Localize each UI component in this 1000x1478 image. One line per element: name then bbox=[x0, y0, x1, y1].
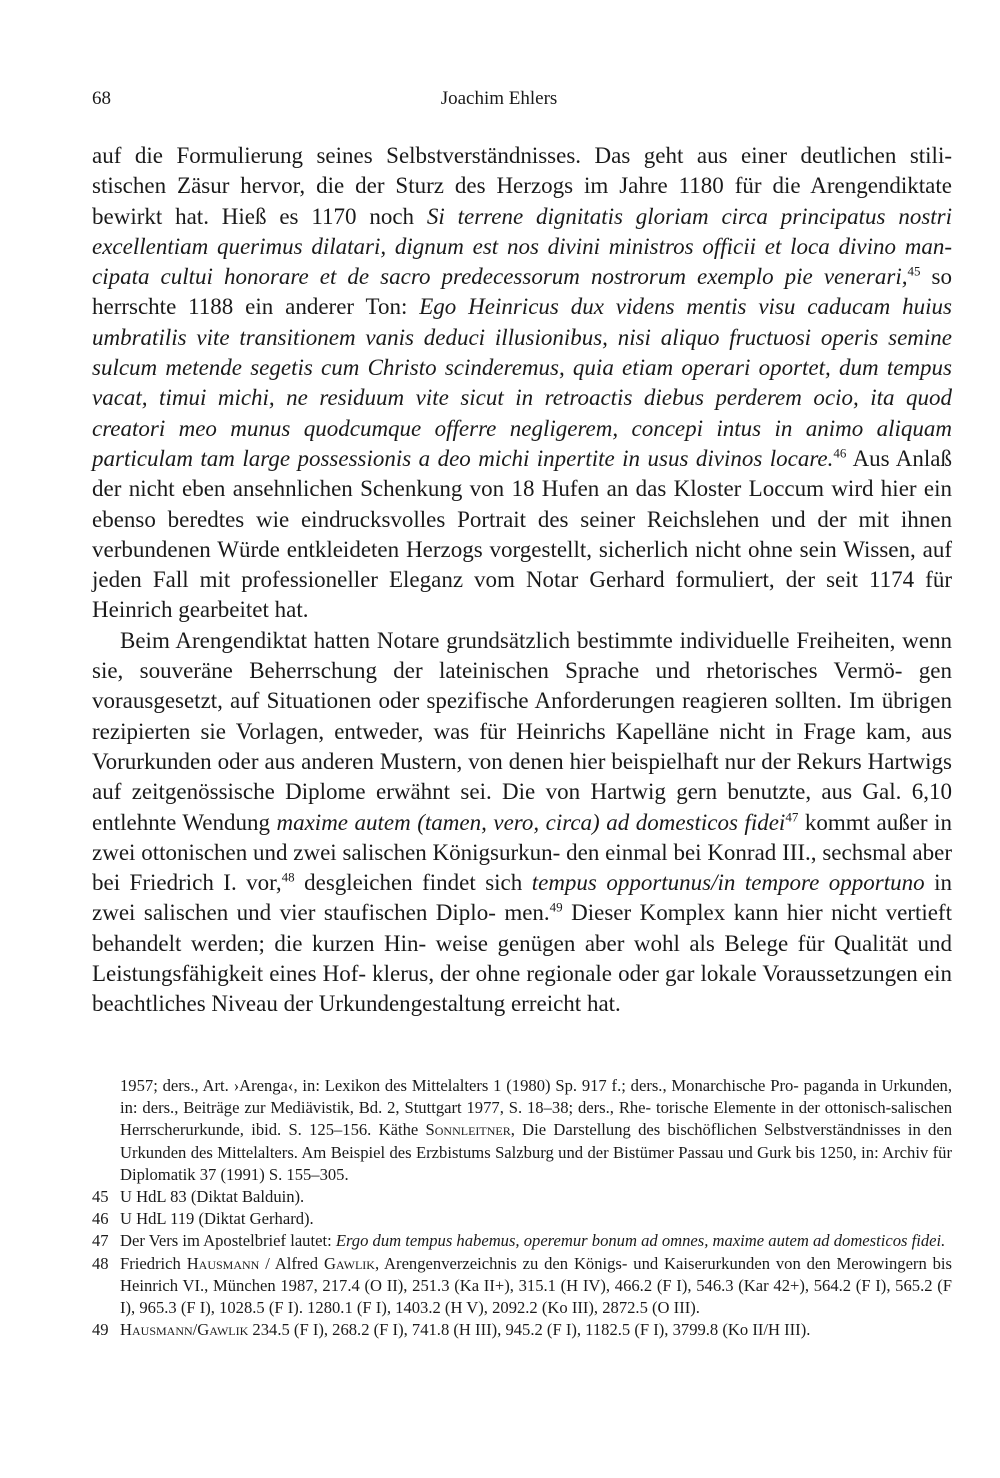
author-name: Hausmann/Gawlik bbox=[120, 1320, 249, 1340]
footnote-ref-49[interactable]: 49 bbox=[549, 899, 563, 915]
running-head-author: Joachim Ehlers bbox=[440, 88, 558, 109]
text-segment: Beim Arengendiktat hatten Notare grundsätzlich bestimmte individuelle Freiheiten, wenn sie, souveräne Beherrschung der lateinischen Sprache und rhetorisches Vermö- gen vorausgesetzt, auf Situationen oder spezifische Anforderungen reagieren sollten. Im übrigen rezipierten sie Vorlagen, entweder, was für Heinrichs Kapelläne nicht in Frage kam, aus Vorurkunden oder aus anderen Mustern, von denen hier beispielhaft nur der Rekurs Hartwigs auf zeitgenössische Diplome erwähnt sei. Die von Hartwig gern benutzte, aus Gal. 6,10 entlehnte Wendung bbox=[92, 627, 952, 835]
main-text bbox=[92, 141, 952, 1020]
running-header bbox=[92, 88, 906, 118]
footnote-text: U HdL 119 (Diktat Gerhard). bbox=[120, 1209, 314, 1229]
latin-phrase: maxime autem (tamen, vero, circa) ad domesticos fidei bbox=[276, 809, 786, 835]
footnote-text: U HdL 83 (Diktat Balduin). bbox=[120, 1187, 305, 1207]
text-segment: kommt außer in zwei ottonischen und zwei salischen Königsurkun- den einmal bei Konrad III., sechsmal aber bei Friedrich I. vor, bbox=[92, 809, 952, 896]
text-segment: desgleichen findet sich bbox=[294, 870, 532, 896]
text-segment: / Alfred bbox=[259, 1253, 324, 1273]
footnote-text bbox=[120, 1319, 952, 1341]
text-segment: Dieser Komplex kann hier nicht vertieft behandelt werden; die kurzen Hin- weise genügen aber wohl als Belege für Qualität und Leistungsfähigkeit eines Hof- klerus, der ohne regionale oder gar lokale Voraussetzungen ein beachtliches Niveau der Urkundengestaltung erreicht hat. bbox=[92, 900, 952, 1017]
footnote-number: 46 bbox=[92, 1209, 109, 1229]
footnote-number: 47 bbox=[92, 1231, 109, 1251]
footnote-46 bbox=[92, 1208, 952, 1230]
text-segment: Friedrich bbox=[120, 1253, 187, 1273]
footnote-49 bbox=[92, 1319, 952, 1341]
text-segment: , Die Darstellung des bischöflichen Selbstverständnisses in den Urkunden des Mittelalters. Am Beispiel des Erzbistums Salzburg und der Bistümer Passau und Gurk bis 1250, in: Archiv für Diplomatik 37 (1991) S. 155–305. bbox=[120, 1120, 953, 1184]
footnote-number: 45 bbox=[92, 1187, 109, 1207]
footnote-48 bbox=[92, 1253, 952, 1320]
latin-quote: Ergo dum tempus habemus, operemur bonum ad omnes, maxime autem ad domesticos fidei. bbox=[335, 1231, 946, 1251]
latin-quote: Si terrene dignitatis gloriam circa principatus nostri excellentiam querimus dilatari, dignum est nos divini ministros officii et loca divino man- cipata cultui honorare et de sacro predecessorum nostrorum exemplo pie venerari, bbox=[92, 203, 952, 290]
footnote-text bbox=[120, 1253, 952, 1320]
text-segment: 1957; ders., Art. ›Arenga‹, in: Lexikon des Mittelalters 1 (1980) Sp. 917 f.; ders., Monarchische Pro- paganda in Urkunden, in: ders., Beiträge zur Mediävistik, Bd. 2, Stuttgart 1977, S. 18–38; ders., Rhe- torische Elemente in der ottonisch-salischen Herrscherurkunde, ibid. S. 125–156. Käthe bbox=[120, 1076, 952, 1140]
text-segment: 234.5 (F I), 268.2 (F I), 741.8 (H III), 945.2 (F I), 1182.5 (F I), 3799.8 (Ko II/H III). bbox=[248, 1320, 811, 1340]
footnote-number: 49 bbox=[92, 1320, 109, 1340]
latin-quote: Ego Heinricus dux videns mentis visu caducam huius umbratilis vite transitionem vanis deduci illusionibus, nisi aliquo fructuosi operis semine sulcum metende segetis cum Christo scinderemus, quia etiam operari oportet, dum tempus vacat, timui michi, ne residuum vite sicut in retroactis diebus perderem ocio, ita quod creatori meo munus quodcumque offerre negligerem, concepi intus in animo aliquam particulam tam large possessionis a deo michi inpertite in usus divinos locare. bbox=[92, 294, 952, 471]
text-segment: in zwei salischen und vier staufischen Diplo- men. bbox=[92, 870, 952, 926]
text-segment: , Arengenverzeichnis zu den Königs- und Kaiserurkunden von den Merowingern bis Heinrich VI., München 1987, 217.4 (O II), 251.3 (Ka II+), 315.1 (H IV), 466.2 (F I), 546.3 (Kar 42+), 564.2 (F I), 565.2 (F I), 965.3 (F I), 1028.5 (F I). 1280.1 (F I), 1403.2 (H V), 2092.2 (Ko III), 2872.5 (O III). bbox=[120, 1253, 952, 1318]
footnote-number: 48 bbox=[92, 1253, 109, 1273]
text-segment: so herrschte 1188 ein anderer Ton: bbox=[92, 264, 952, 320]
footnote-ref-46[interactable]: 46 bbox=[833, 445, 847, 461]
footnote-45 bbox=[92, 1186, 952, 1208]
author-name: Hausmann bbox=[186, 1253, 260, 1273]
footnote-ref-47[interactable]: 47 bbox=[785, 808, 799, 824]
text-segment: Der Vers im Apostelbrief lautet: bbox=[120, 1231, 336, 1251]
footnote-continuation bbox=[92, 1075, 952, 1186]
footnotes bbox=[92, 1075, 952, 1341]
text-segment: Aus Anlaß der nicht eben ansehnlichen Schenkung von 18 Hufen an das Kloster Loccum wird hier ein ebenso beredtes wie eindrucksvolles Portrait des seiner Reichslehen und der mit ihnen verbundenen Würde entkleideten Herzogs vorgestellt, sicherlich nicht ohne sein Wissen, auf jeden Fall mit professioneller Eleganz vom Notar Gerhard formuliert, der seit 1174 für Heinrich gearbeitet hat. bbox=[92, 445, 953, 623]
footnote-ref-45[interactable]: 45 bbox=[907, 263, 921, 279]
text-segment: auf die Formulierung seines Selbstverständnisses. Das geht aus einer deutlichen stili- stischen Zäsur hervor, die der Sturz des Herzogs im Jahre 1180 für die Arengendiktate bewirkt hat. Hieß es 1170 noch bbox=[92, 143, 952, 229]
footnote-text bbox=[120, 1230, 952, 1252]
author-name: Gawlik bbox=[323, 1253, 375, 1273]
paragraph-2 bbox=[92, 626, 952, 1020]
page-number: 68 bbox=[92, 88, 111, 109]
footnote-ref-48[interactable]: 48 bbox=[281, 869, 295, 885]
author-name: Sonnleitner bbox=[425, 1120, 511, 1140]
paragraph-1 bbox=[92, 141, 952, 626]
latin-phrase: tempus opportunus/in tempore opportuno bbox=[531, 870, 925, 896]
footnote-47 bbox=[92, 1230, 952, 1252]
